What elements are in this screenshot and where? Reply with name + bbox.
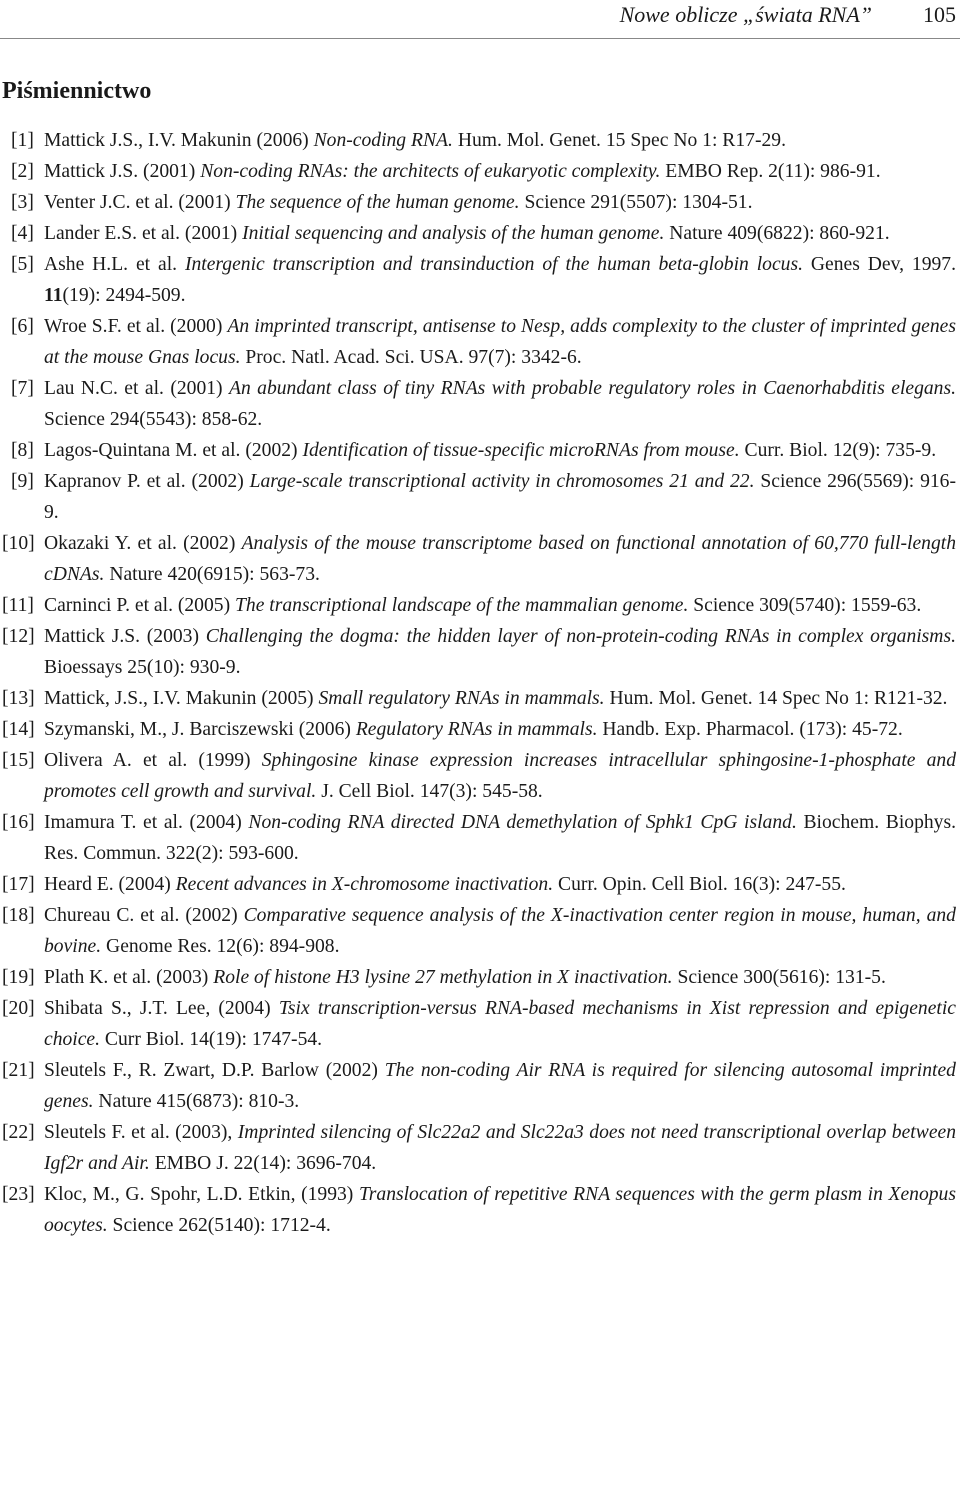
reference-source: Curr. Opin. Cell Biol. 16(3): 247-55. (553, 874, 846, 895)
reference-authors: Olivera A. et al. (1999) (44, 750, 262, 771)
reference-item (0, 962, 956, 993)
reference-source: Science 262(5140): 1712-4. (107, 1215, 331, 1236)
reference-title: Role of histone H3 lysine 27 methylation in X inactivation. (213, 967, 673, 988)
reference-item (0, 125, 956, 156)
reference-list (0, 125, 956, 1241)
reference-authors: Sleutels F. et al. (2003), (44, 1122, 238, 1143)
reference-title: Comparative sequence analysis of the X-inactivation center region in mouse, human, and bovine. (44, 905, 956, 957)
reference-authors: Ashe H.L. et al. (44, 254, 185, 275)
reference-item (0, 807, 956, 869)
reference-source: Curr. Biol. 12(9): 735-9. (739, 440, 937, 461)
reference-authors: Szymanski, M., J. Barciszewski (2006) (44, 719, 356, 740)
page-header (0, 0, 960, 30)
reference-item (0, 373, 956, 435)
reference-number: [19] (2, 967, 35, 988)
reference-number: [12] (2, 626, 35, 647)
reference-number: [2] (11, 161, 34, 182)
reference-number: [20] (2, 998, 35, 1019)
reference-number: [13] (2, 688, 35, 709)
reference-authors: Lagos-Quintana M. et al. (2002) (44, 440, 303, 461)
reference-authors: Venter J.C. et al. (2001) (44, 192, 236, 213)
reference-authors: Chureau C. et al. (2002) (44, 905, 244, 926)
reference-item (0, 993, 956, 1055)
reference-authors: Okazaki Y. et al. (2002) (44, 533, 242, 554)
reference-source: Science 296(5569): 916-9. (44, 471, 956, 523)
reference-authors: Heard E. (2004) (44, 874, 176, 895)
reference-source: EMBO J. 22(14): 3696-704. (149, 1153, 377, 1174)
reference-source: Biochem. Biophys. Res. Commun. 322(2): 593-600. (44, 812, 956, 864)
reference-number: [15] (2, 750, 35, 771)
reference-item (0, 1055, 956, 1117)
reference-number: [7] (11, 378, 34, 399)
reference-item (0, 466, 956, 528)
reference-item (0, 869, 956, 900)
reference-number: [22] (2, 1122, 35, 1143)
reference-item (0, 435, 956, 466)
reference-item (0, 1117, 956, 1179)
reference-number: [11] (2, 595, 34, 616)
reference-source: Proc. Natl. Acad. Sci. USA. 97(7): 3342-6. (240, 347, 582, 368)
reference-item (0, 714, 956, 745)
reference-source: Science 309(5740): 1559-63. (688, 595, 922, 616)
reference-source: Nature 415(6873): 810-3. (93, 1091, 300, 1112)
reference-number: [5] (11, 254, 34, 275)
reference-title: The transcriptional landscape of the mammalian genome. (235, 595, 689, 616)
reference-title: The sequence of the human genome. (235, 192, 520, 213)
reference-title: Intergenic transcription and transinduction of the human beta-globin locus. (184, 254, 803, 275)
reference-source: J. Cell Biol. 147(3): 545-58. (316, 781, 543, 802)
reference-source: Hum. Mol. Genet. 14 Spec No 1: R121-32. (604, 688, 948, 709)
reference-authors: Mattick J.S. (2003) (44, 626, 206, 647)
reference-authors: Lander E.S. et al. (2001) (44, 223, 243, 244)
reference-number: [3] (11, 192, 34, 213)
reference-source: Nature 420(6915): 563-73. (104, 564, 320, 585)
reference-volume: 11 (44, 285, 63, 306)
reference-authors: Plath K. et al. (2003) (44, 967, 214, 988)
reference-number: [4] (11, 223, 34, 244)
reference-source: Handb. Exp. Pharmacol. (173): 45-72. (597, 719, 903, 740)
reference-number: [17] (2, 874, 35, 895)
reference-authors: Mattick J.S., I.V. Makunin (2006) (44, 130, 314, 151)
reference-authors: Lau N.C. et al. (2001) (44, 378, 229, 399)
reference-source: Hum. Mol. Genet. 15 Spec No 1: R17-29. (452, 130, 786, 151)
reference-item (0, 621, 956, 683)
reference-pages: (19): 2494-509. (62, 285, 186, 306)
reference-title: Large-scale transcriptional activity in chromosomes 21 and 22. (249, 471, 755, 492)
reference-source: EMBO Rep. 2(11): 986-91. (660, 161, 881, 182)
reference-authors: Shibata S., J.T. Lee, (2004) (44, 998, 279, 1019)
reference-title: Non-coding RNA directed DNA demethylation of Sphk1 CpG island. (248, 812, 797, 833)
reference-number: [8] (11, 440, 34, 461)
reference-authors: Kapranov P. et al. (2002) (44, 471, 250, 492)
reference-authors: Carninci P. et al. (2005) (44, 595, 236, 616)
reference-item (0, 900, 956, 962)
reference-number: [23] (2, 1184, 35, 1205)
reference-authors: Mattick, J.S., I.V. Makunin (2005) (44, 688, 319, 709)
reference-title: Challenging the dogma: the hidden layer of non-protein-coding RNAs in complex organisms. (205, 626, 956, 647)
reference-title: Initial sequencing and analysis of the human genome. (242, 223, 665, 244)
reference-item (0, 1179, 956, 1241)
reference-number: [18] (2, 905, 35, 926)
reference-number: [1] (11, 130, 34, 151)
page-number: 105 (923, 2, 956, 27)
reference-source: Genes Dev, 1997. (803, 254, 956, 275)
reference-title: Imprinted silencing of Slc22a2 and Slc22a3 does not need transcriptional overlap between Igf2r and Air. (44, 1122, 957, 1174)
reference-item (0, 249, 956, 311)
reference-source: Science 300(5616): 131-5. (672, 967, 886, 988)
reference-title: Regulatory RNAs in mammals. (355, 719, 598, 740)
reference-number: [21] (2, 1060, 35, 1081)
reference-title: Sphingosine kinase expression increases intracellular sphingosine-1-phosphate and promotes cell growth and survival. (44, 750, 956, 802)
reference-authors: Sleutels F., R. Zwart, D.P. Barlow (2002) (44, 1060, 385, 1081)
reference-title: An abundant class of tiny RNAs with probable regulatory roles in Caenorhabditis elegans. (228, 378, 956, 399)
reference-item (0, 311, 956, 373)
reference-source: Genome Res. 12(6): 894-908. (101, 936, 340, 957)
reference-title: Non-coding RNAs: the architects of eukaryotic complexity. (200, 161, 661, 182)
reference-title: An imprinted transcript, antisense to Nesp, adds complexity to the cluster of imprinted genes at the mouse Gnas locus. (44, 316, 956, 368)
reference-title: Recent advances in X-chromosome inactivation. (175, 874, 554, 895)
reference-source: Bioessays 25(10): 930-9. (44, 657, 241, 678)
section-title: Piśmiennictwo (2, 78, 152, 104)
reference-authors: Imamura T. et al. (2004) (44, 812, 249, 833)
reference-authors: Kloc, M., G. Spohr, L.D. Etkin, (1993) (44, 1184, 359, 1205)
reference-source: Science 291(5507): 1304-51. (519, 192, 753, 213)
reference-source: Science 294(5543): 858-62. (44, 409, 263, 430)
reference-authors: Wroe S.F. et al. (2000) (44, 316, 228, 337)
reference-title: Translocation of repetitive RNA sequences with the germ plasm in Xenopus oocytes. (44, 1184, 956, 1236)
reference-item (0, 683, 956, 714)
reference-item (0, 187, 956, 218)
reference-title: The non-coding Air RNA is required for silencing autosomal imprinted genes. (44, 1060, 956, 1112)
reference-number: [9] (11, 471, 34, 492)
reference-title: Tsix transcription-versus RNA-based mechanisms in Xist repression and epigenetic choice. (44, 998, 956, 1050)
reference-title: Small regulatory RNAs in mammals. (318, 688, 605, 709)
reference-title: Identification of tissue-specific microRNAs from mouse. (302, 440, 740, 461)
reference-item (0, 218, 956, 249)
reference-number: [6] (11, 316, 34, 337)
reference-item (0, 528, 956, 590)
reference-source: Nature 409(6822): 860-921. (664, 223, 890, 244)
reference-source: Curr Biol. 14(19): 1747-54. (100, 1029, 323, 1050)
reference-title: Analysis of the mouse transcriptome based on functional annotation of 60,770 full-length cDNAs. (44, 533, 957, 585)
reference-number: [14] (2, 719, 35, 740)
reference-number: [16] (2, 812, 35, 833)
header-divider (0, 38, 960, 39)
reference-authors: Mattick J.S. (2001) (44, 161, 201, 182)
running-title: Nowe oblicze „świata RNA” (619, 2, 872, 27)
reference-item (0, 745, 956, 807)
reference-title: Non-coding RNA. (313, 130, 453, 151)
reference-number: [10] (2, 533, 35, 554)
reference-item (0, 156, 956, 187)
reference-item (0, 590, 956, 621)
